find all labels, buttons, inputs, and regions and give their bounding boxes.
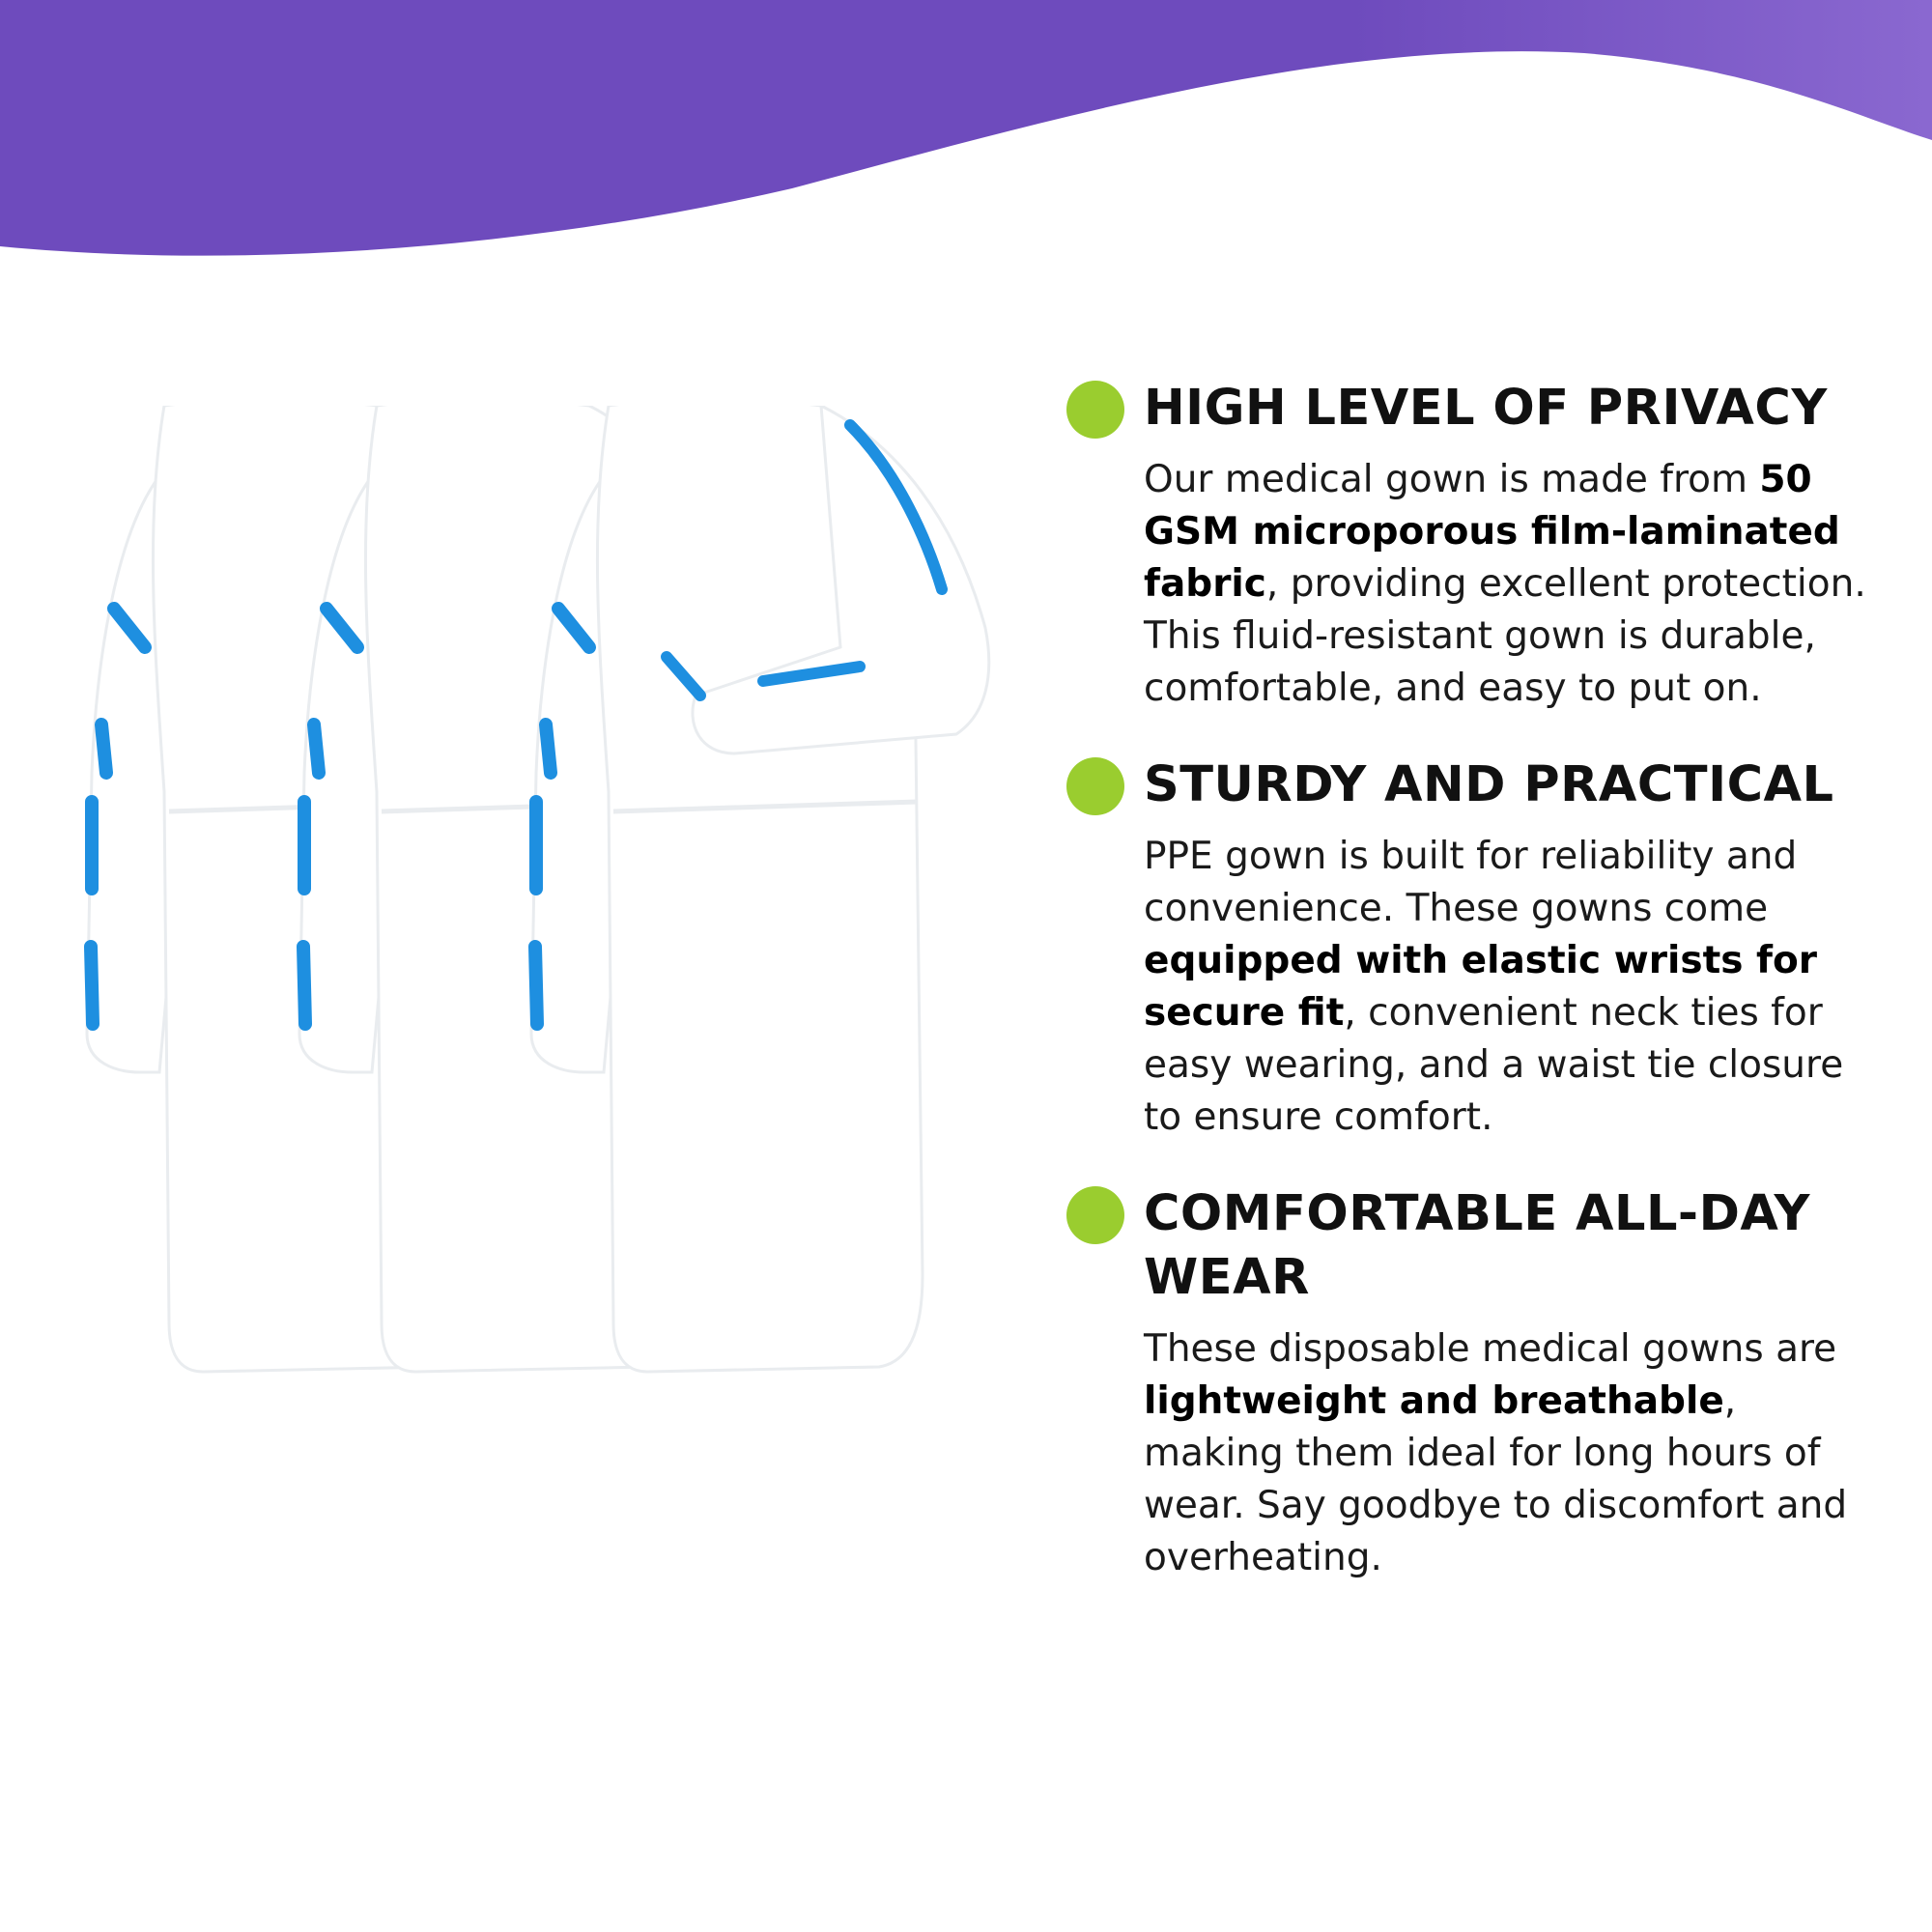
- feature-description: [1144, 831, 1878, 1144]
- feature-description: [1144, 454, 1878, 715]
- bullet-dot-icon: [1066, 1186, 1124, 1244]
- feature-text: , making them ideal for long hours of wear. Say goodbye to discomfort and overheating.: [1144, 1379, 1848, 1579]
- feature-title: COMFORTABLE ALL-DAY WEAR: [1144, 1185, 1810, 1306]
- feature-text: These disposable medical gowns are: [1144, 1327, 1837, 1371]
- feature-title: HIGH LEVEL OF PRIVACY: [1144, 380, 1828, 437]
- feature-highlight: lightweight and breathable: [1144, 1379, 1724, 1423]
- feature-text: , providing excellent protection. This fluid-resistant gown is durable, comfortable, and easy to put on.: [1144, 562, 1866, 710]
- feature-list: [1066, 377, 1897, 1584]
- feature-highlight: equipped with elastic wrists for secure fit: [1144, 939, 1817, 1035]
- feature-title: STURDY AND PRACTICAL: [1144, 756, 1834, 813]
- feature-highlight: 50 GSM microporous film-laminated fabric: [1144, 458, 1840, 606]
- feature-description: [1144, 1323, 1878, 1584]
- feature-text: Our medical gown is made from: [1144, 458, 1760, 501]
- feature-text: PPE gown is built for reliability and convenience. These gowns come: [1144, 835, 1798, 930]
- bullet-dot-icon: [1066, 381, 1124, 439]
- bullet-dot-icon: [1066, 757, 1124, 815]
- medical-gowns-image: [48, 406, 1043, 1652]
- header-wave-banner: [0, 0, 1932, 280]
- feature-item: [1066, 753, 1897, 1144]
- feature-item: [1066, 377, 1897, 715]
- feature-item: [1066, 1182, 1897, 1584]
- banner-wave-shape: [0, 0, 1932, 256]
- feature-text: , convenient neck ties for easy wearing, and a waist tie closure to ensure comfort.: [1144, 991, 1844, 1139]
